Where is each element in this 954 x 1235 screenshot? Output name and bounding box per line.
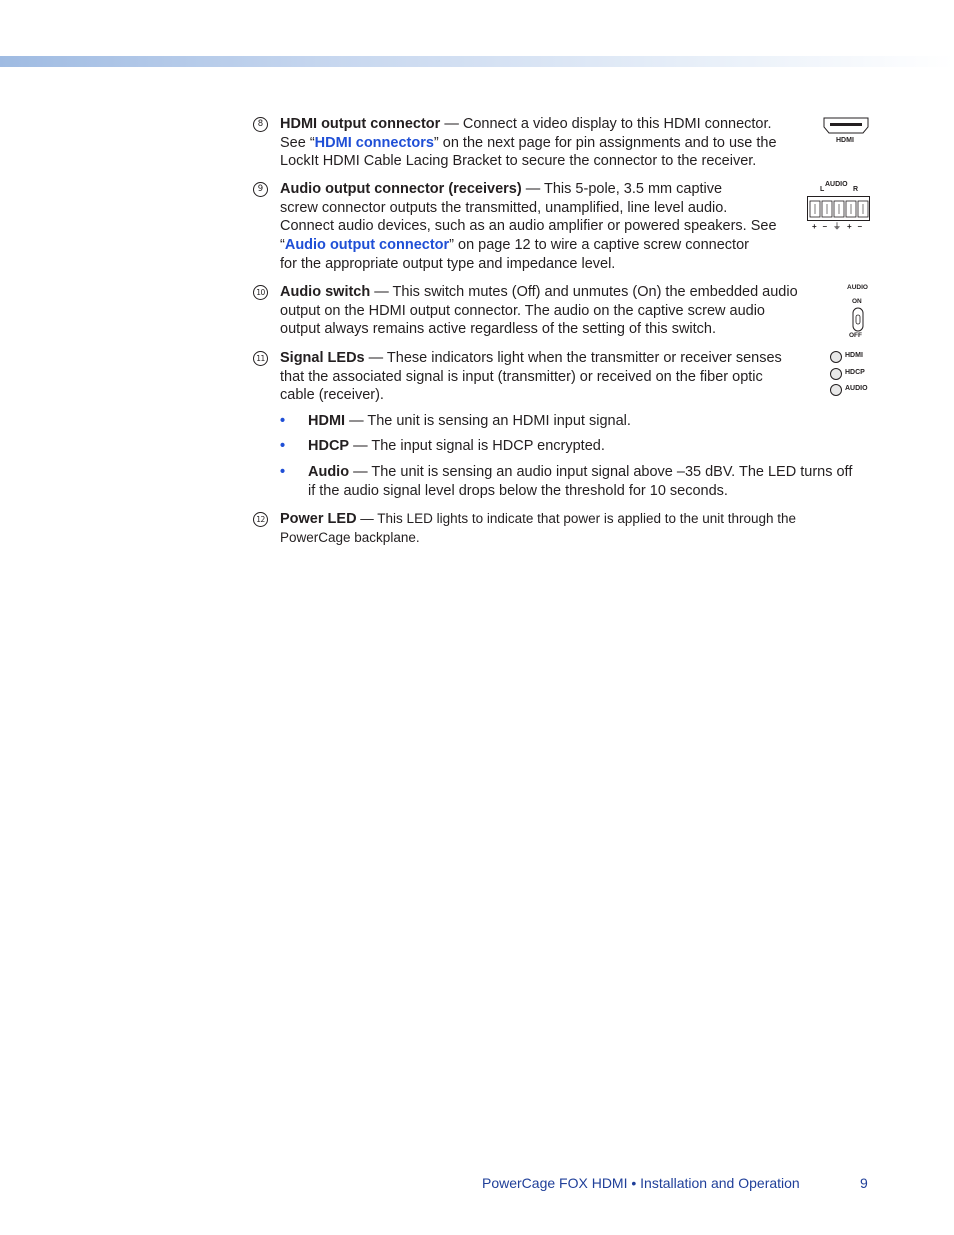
item-text: output on the HDMI output connector. The audio on the captive screw audio xyxy=(280,302,765,319)
item-audio-switch xyxy=(253,283,873,341)
item-text: — This 5-pole, 3.5 mm captive xyxy=(521,181,723,197)
toggle-switch-icon xyxy=(852,307,864,332)
audio-switch-figure xyxy=(845,283,875,343)
item-text: PowerCage backplane. xyxy=(280,529,420,545)
switch-on-label: ON xyxy=(852,298,862,305)
item-text: output always remains active regardless of the setting of this switch. xyxy=(280,321,717,338)
item-text: cable (receiver). xyxy=(280,387,384,404)
led-label: HDMI xyxy=(845,352,863,359)
link-audio-output-connector[interactable]: Audio output connector xyxy=(284,237,450,254)
captive-screw-connector-icon xyxy=(807,196,871,222)
item-text: Connect audio devices, such as an audio amplifier or powered speakers. See xyxy=(280,218,777,235)
switch-title-label: AUDIO xyxy=(847,284,868,291)
item-title: HDMI output connector xyxy=(280,116,441,132)
audio-left-label: L xyxy=(820,186,825,193)
bullet-text: — The unit is sensing an audio input signal above –35 dBV. The LED turns off xyxy=(349,464,853,480)
page-number: 9 xyxy=(860,1175,868,1191)
bullet-icon: • xyxy=(280,413,286,429)
item-text: — These indicators light when the transmitter or receiver senses xyxy=(364,350,782,366)
hdmi-connector-figure xyxy=(822,116,870,148)
item-hdmi-output xyxy=(253,115,873,171)
callout-number: 8 xyxy=(253,117,268,132)
item-text: “ xyxy=(280,237,285,254)
callout-number: 9 xyxy=(253,182,268,197)
item-text: See “ xyxy=(280,134,315,151)
callout-number: 11 xyxy=(253,351,268,366)
bullet-text: — The input signal is HDCP encrypted. xyxy=(349,438,605,454)
audio-figure-label: AUDIO xyxy=(825,181,848,188)
item-text: — This switch mutes (Off) and unmutes (On) the embedded audio xyxy=(370,284,798,300)
item-text: ” on page 12 to wire a captive screw connector xyxy=(449,237,749,254)
item-audio-output xyxy=(253,180,873,275)
item-text: — Connect a video display to this HDMI connector. xyxy=(440,116,772,132)
item-text: — This LED lights to indicate that power is applied to the unit through the xyxy=(356,511,797,526)
hdmi-figure-label: HDMI xyxy=(836,137,854,144)
item-text: screw connector outputs the transmitted, unamplified, line level audio. xyxy=(280,199,728,216)
item-text: ” on the next page for pin assignments and to use the xyxy=(433,134,777,151)
callout-number: 10 xyxy=(253,285,268,300)
bullet-icon: • xyxy=(280,438,286,454)
item-power-led xyxy=(253,510,873,550)
item-title: Audio output connector (receivers) xyxy=(280,181,522,197)
switch-off-label: OFF xyxy=(849,332,862,339)
signal-led-bullets xyxy=(253,412,873,502)
hdmi-port-icon xyxy=(822,116,870,136)
item-title: Signal LEDs xyxy=(280,350,365,366)
audio-connector-figure xyxy=(806,180,872,232)
led-indicator-icon xyxy=(830,351,842,363)
bullet-term: HDMI xyxy=(308,413,346,429)
item-text: LockIt HDMI Cable Lacing Bracket to secure the connector to the receiver. xyxy=(280,153,757,170)
footer-title: PowerCage FOX HDMI • Installation and Operation xyxy=(482,1175,800,1191)
led-indicator-icon xyxy=(830,384,842,396)
item-title: Power LED xyxy=(280,511,357,527)
led-indicator-icon xyxy=(830,368,842,380)
audio-pin-labels: + – ⏚ + – xyxy=(812,222,863,231)
bullet-term: HDCP xyxy=(308,438,350,454)
bullet-term: Audio xyxy=(308,464,350,480)
item-text: that the associated signal is input (transmitter) or received on the fiber optic xyxy=(280,368,763,385)
led-label: HDCP xyxy=(845,369,865,376)
callout-number: 12 xyxy=(253,512,268,527)
header-band xyxy=(0,56,954,67)
item-title: Audio switch xyxy=(280,284,371,300)
item-text: for the appropriate output type and impedance level. xyxy=(280,255,616,272)
led-label: AUDIO xyxy=(845,385,868,392)
bullet-text: — The unit is sensing an HDMI input signal. xyxy=(345,413,631,429)
bullet-text: if the audio signal level drops below the threshold for 10 seconds. xyxy=(308,482,728,499)
audio-right-label: R xyxy=(853,186,859,193)
item-signal-leds xyxy=(253,349,873,407)
bullet-icon: • xyxy=(280,464,286,480)
link-hdmi-connectors[interactable]: HDMI connectors xyxy=(314,134,434,151)
